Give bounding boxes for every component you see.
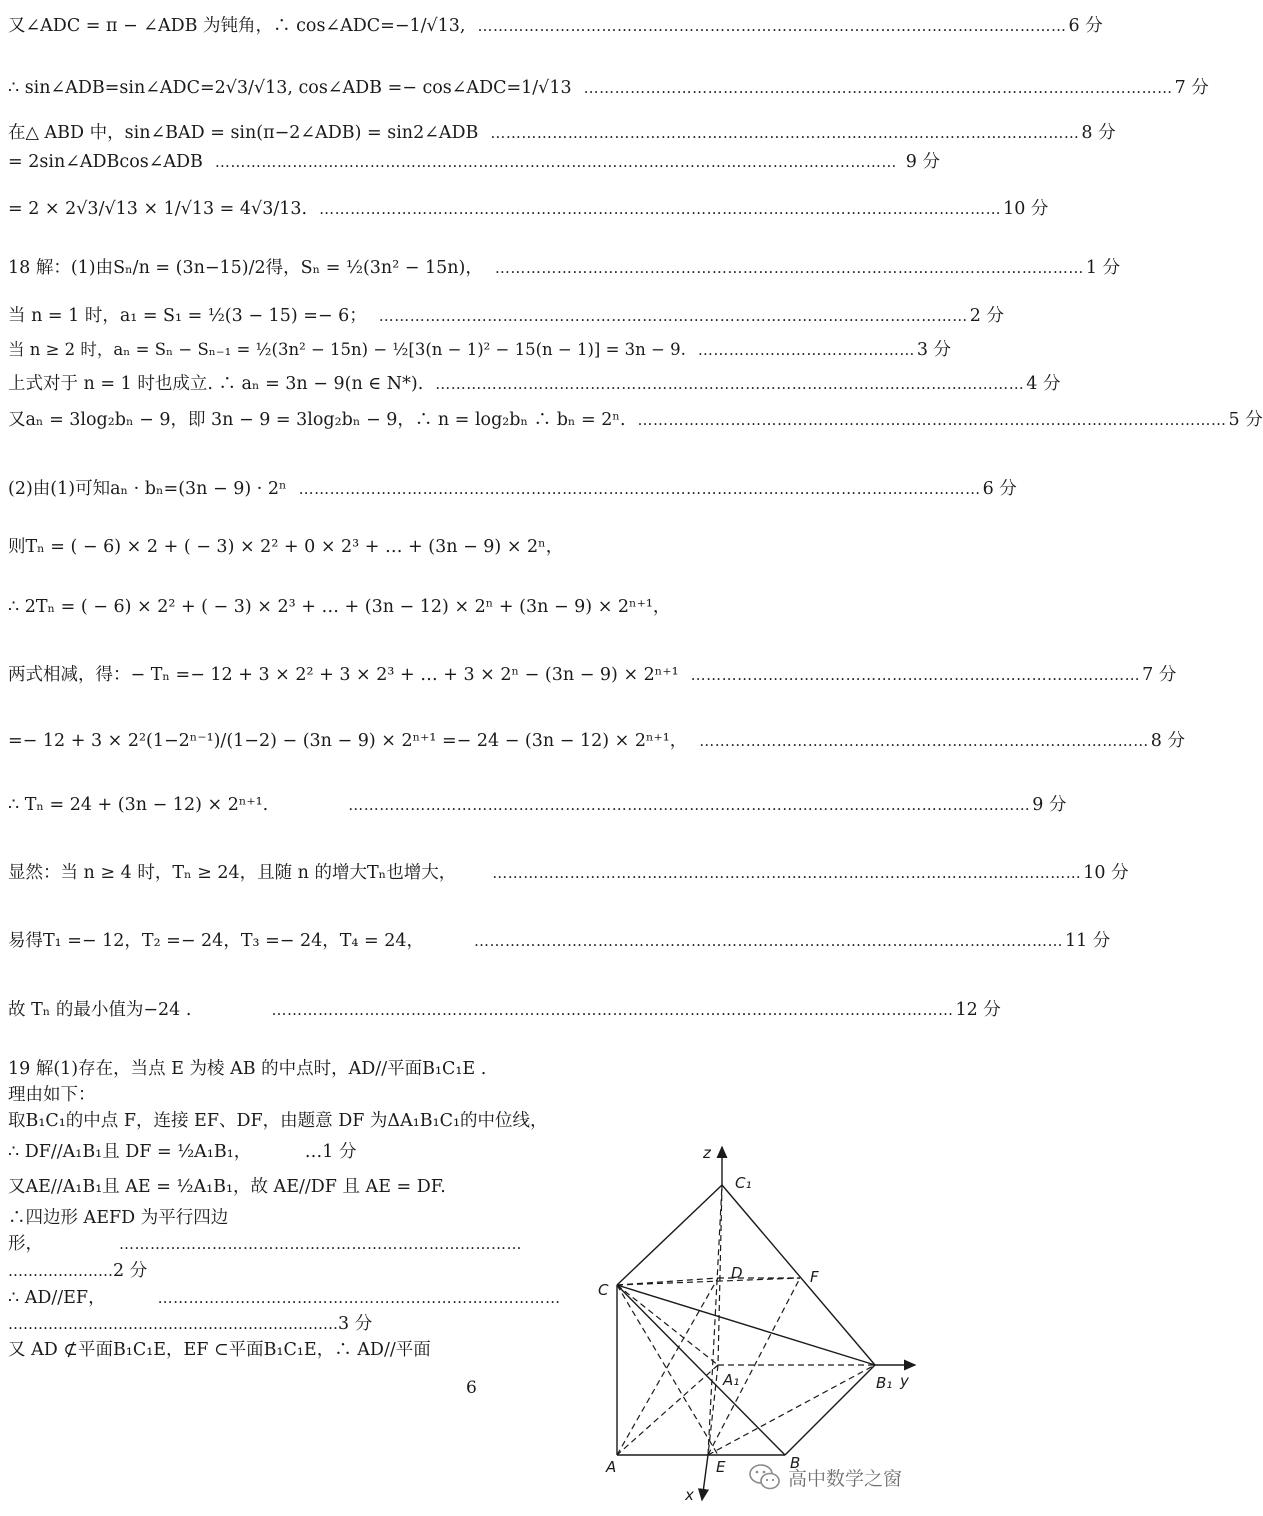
solution-line bbox=[8, 151, 940, 173]
solution-line bbox=[8, 409, 1263, 431]
solution-text: ∴ sin∠ADB=sin∠ADC=2√3/√13, cos∠ADB =− cos∠ADC=1/√13 bbox=[8, 78, 572, 98]
solution-text: 故 Tₙ 的最小值为−24 . bbox=[8, 1000, 192, 1020]
leader-dots: …………………………………………………………………………………………………… bbox=[477, 17, 1067, 35]
q19-line-6: ∴四边形 AEFD 为平行四边 bbox=[8, 1208, 229, 1228]
solution-text: = 2 × 2√3/√13 × 1/√13 = 4√3/13. bbox=[8, 199, 308, 219]
solution-text: ∴ Tₙ = 24 + (3n − 12) × 2ⁿ⁺¹. bbox=[8, 795, 269, 815]
page-number: 6 bbox=[466, 1378, 477, 1398]
q19-line-1: 19 解(1)存在，当点 E 为棱 AB 的中点时，AD//平面B₁C₁E . bbox=[8, 1059, 487, 1079]
solution-line bbox=[8, 794, 1067, 816]
score-label: 3 分 bbox=[916, 340, 952, 360]
score-label: 3 分 bbox=[338, 1314, 373, 1334]
q19-line-2: 理由如下： bbox=[8, 1085, 96, 1105]
leader-dots: …………………………………………………………………………………………………… bbox=[378, 307, 968, 325]
label-c1: C₁ bbox=[735, 1174, 752, 1192]
edge-b-b1 bbox=[785, 1365, 875, 1455]
leader-dots: …………………………………………………………………………………………………… bbox=[583, 79, 1173, 97]
edge-c-a1-hidden bbox=[617, 1285, 718, 1365]
score-label: 10 分 bbox=[1003, 199, 1049, 219]
watermark-text: 高中数学之窗 bbox=[788, 1467, 903, 1490]
label-y: y bbox=[900, 1372, 909, 1390]
edge-c1-c bbox=[617, 1185, 722, 1285]
leader-dots: …………………………………………………………………………………………………… bbox=[435, 375, 1025, 393]
solution-text: 易得T₁ =− 12，T₂ =− 24，T₃ =− 24，T₄ = 24， bbox=[8, 931, 424, 951]
q19-line-5: 又AE//A₁B₁且 AE = ½A₁B₁，故 AE//DF 且 AE = DF. bbox=[8, 1177, 446, 1197]
label-f: F bbox=[810, 1268, 819, 1286]
score-label: 8 分 bbox=[1081, 123, 1116, 143]
q19-line-4 bbox=[8, 1141, 357, 1163]
leader-dots: …………………………………………………………………………………………………………………… bbox=[348, 796, 1031, 814]
leader-dots: ………………………………………………………… bbox=[8, 1315, 338, 1333]
leader-dots: ………………… bbox=[8, 1262, 113, 1280]
solution-line bbox=[8, 122, 1116, 144]
leader-dots: …………………………………………………………………………………………………… bbox=[490, 124, 1080, 142]
solution-text: 18 解：(1)由Sₙ/n = (3n−15)/2得，Sₙ = ½(3n² − 15n)， bbox=[8, 258, 483, 278]
label-a1: A₁ bbox=[723, 1371, 740, 1389]
score-label: 6 分 bbox=[1068, 16, 1103, 36]
edge-e-f-hidden bbox=[708, 1278, 800, 1455]
x-axis bbox=[702, 1455, 708, 1500]
score-label: 5 分 bbox=[1228, 410, 1263, 430]
leader-dots: …………………………………………………………………………………………………………………… bbox=[319, 200, 1002, 218]
solution-text: 显然：当 n ≥ 4 时，Tₙ ≥ 24，且随 n 的增大Tₙ也增大， bbox=[8, 863, 457, 883]
leader-dots: …………………………………………………………………………………………………… bbox=[637, 411, 1227, 429]
solution-text: 当 n = 1 时，a₁ = S₁ = ½(3 − 15) =− 6； bbox=[8, 306, 367, 326]
solution-line bbox=[8, 77, 1209, 99]
score-label: 9 分 bbox=[1032, 795, 1067, 815]
solution-line bbox=[8, 862, 1129, 884]
q19-line-8 bbox=[8, 1260, 147, 1282]
q19-line-4-text: ∴ DF//A₁B₁且 DF = ½A₁B₁， bbox=[8, 1142, 252, 1162]
label-d: D bbox=[731, 1264, 743, 1282]
score-label: 7 分 bbox=[1174, 78, 1209, 98]
solution-text: 在△ ABD 中，sin∠BAD = sin(π−2∠ADB) = sin2∠ADB bbox=[8, 123, 479, 143]
leader-dots: …………………………………………………………………………………………………… bbox=[492, 864, 1082, 882]
label-x: x bbox=[685, 1486, 694, 1504]
edge-a-d-hidden bbox=[617, 1278, 718, 1455]
q19-line-11: 又 AD ⊄平面B₁C₁E，EF ⊂平面B₁C₁E，∴ AD//平面 bbox=[8, 1340, 431, 1360]
label-c: C bbox=[598, 1281, 609, 1299]
solution-line bbox=[8, 373, 1061, 395]
wechat-icon bbox=[748, 1462, 782, 1492]
solution-text: 又aₙ = 3log₂bₙ − 9，即 3n − 9 = 3log₂bₙ − 9，∴ n = log₂bₙ ∴ bₙ = 2ⁿ. bbox=[8, 410, 626, 430]
solution-line bbox=[8, 257, 1121, 279]
score-label: 8 分 bbox=[1150, 731, 1185, 751]
solution-text: 当 n ≥ 2 时，aₙ = Sₙ − Sₙ₋₁ = ½(3n² − 15n) − ½[3(n − 1)² − 15(n − 1)] = 3n − 9. bbox=[8, 340, 686, 359]
score-label: 12 分 bbox=[955, 1000, 1001, 1020]
score-label: 1 分 bbox=[1085, 258, 1121, 278]
solution-text: 上式对于 n = 1 时也成立. ∴ aₙ = 3n − 9(n ∈ N*). bbox=[8, 374, 424, 394]
edge-c1-b1 bbox=[722, 1185, 875, 1365]
solution-text: 形， bbox=[8, 1234, 43, 1254]
score-label: 2 分 bbox=[113, 1261, 148, 1281]
score-label: 10 分 bbox=[1083, 863, 1129, 883]
solution-text: ∴ AD//EF， bbox=[8, 1288, 106, 1308]
score-label: …1 分 bbox=[304, 1142, 357, 1162]
watermark bbox=[748, 1460, 902, 1494]
solution-text: (2)由(1)可知aₙ · bₙ=(3n − 9) · 2ⁿ bbox=[8, 479, 287, 499]
solution-line: 则Tₙ = ( − 6) × 2 + ( − 3) × 2² + 0 × 2³ + … + (3n − 9) × 2ⁿ， bbox=[8, 537, 564, 557]
leader-dots: …………………………………………………………………… bbox=[157, 1289, 561, 1307]
q19-line-10 bbox=[8, 1313, 372, 1335]
solution-line bbox=[8, 730, 1185, 752]
solution-text: 又∠ADC = π − ∠ADB 为钝角，∴ cos∠ADC=−1/√13, bbox=[8, 16, 466, 36]
score-label: 6 分 bbox=[982, 479, 1017, 499]
leader-dots: …………………………………………………………………………………………………………………… bbox=[271, 1001, 954, 1019]
solution-line bbox=[8, 478, 1017, 500]
prism-figure bbox=[590, 1135, 950, 1510]
leader-dots: …………………………………… bbox=[697, 341, 915, 359]
score-label: 9 分 bbox=[905, 152, 940, 172]
score-label: 4 分 bbox=[1026, 374, 1061, 394]
leader-dots: …………………………………………………………………………… bbox=[699, 732, 1149, 750]
label-a: A bbox=[606, 1458, 617, 1476]
solution-line bbox=[8, 198, 1049, 220]
score-label: 2 分 bbox=[969, 306, 1004, 326]
leader-dots: …………………………………………………………………………………………………………………… bbox=[298, 480, 981, 498]
leader-dots: …………………………………………………………………………… bbox=[690, 666, 1141, 684]
label-e: E bbox=[716, 1458, 726, 1476]
label-b: B bbox=[790, 1454, 801, 1472]
score-label: 7 分 bbox=[1142, 665, 1177, 685]
leader-dots: …………………………………………………………………………………………………… bbox=[473, 932, 1063, 950]
solution-line bbox=[8, 930, 1111, 952]
q19-line-3: 取B₁C₁的中点 F，连接 EF、DF，由题意 DF 为ΔA₁B₁C₁的中位线， bbox=[8, 1111, 548, 1131]
solution-line bbox=[8, 339, 952, 361]
solution-text: =− 12 + 3 × 2²(1−2ⁿ⁻¹)/(1−2) − (3n − 9) × 2ⁿ⁺¹ =− 24 − (3n − 12) × 2ⁿ⁺¹， bbox=[8, 731, 688, 751]
label-z: z bbox=[703, 1144, 711, 1162]
leader-dots: …………………………………………………………………… bbox=[119, 1235, 522, 1253]
q19-line-9 bbox=[8, 1287, 568, 1309]
q19-line-7 bbox=[8, 1233, 568, 1255]
score-label: 11 分 bbox=[1064, 931, 1111, 951]
leader-dots: …………………………………………………………………………………………………………………… bbox=[214, 153, 897, 171]
edge-c-e-hidden bbox=[617, 1285, 718, 1455]
solution-line bbox=[8, 305, 1004, 327]
solution-line bbox=[8, 15, 1103, 37]
edge-a1-a-hidden bbox=[617, 1365, 718, 1455]
label-b1: B₁ bbox=[876, 1374, 893, 1392]
solution-line bbox=[8, 664, 1177, 686]
solution-text: 两式相减，得：− Tₙ =− 12 + 3 × 2² + 3 × 2³ + … + 3 × 2ⁿ − (3n − 9) × 2ⁿ⁺¹ bbox=[8, 665, 679, 685]
edge-e-c1-hidden bbox=[708, 1185, 722, 1455]
solution-text: = 2sin∠ADBcos∠ADB bbox=[8, 152, 203, 172]
solution-line: ∴ 2Tₙ = ( − 6) × 2² + ( − 3) × 2³ + … + (3n − 12) × 2ⁿ + (3n − 9) × 2ⁿ⁺¹， bbox=[8, 597, 671, 617]
leader-dots: …………………………………………………………………………………………………… bbox=[494, 259, 1084, 277]
solution-line bbox=[8, 999, 1001, 1021]
